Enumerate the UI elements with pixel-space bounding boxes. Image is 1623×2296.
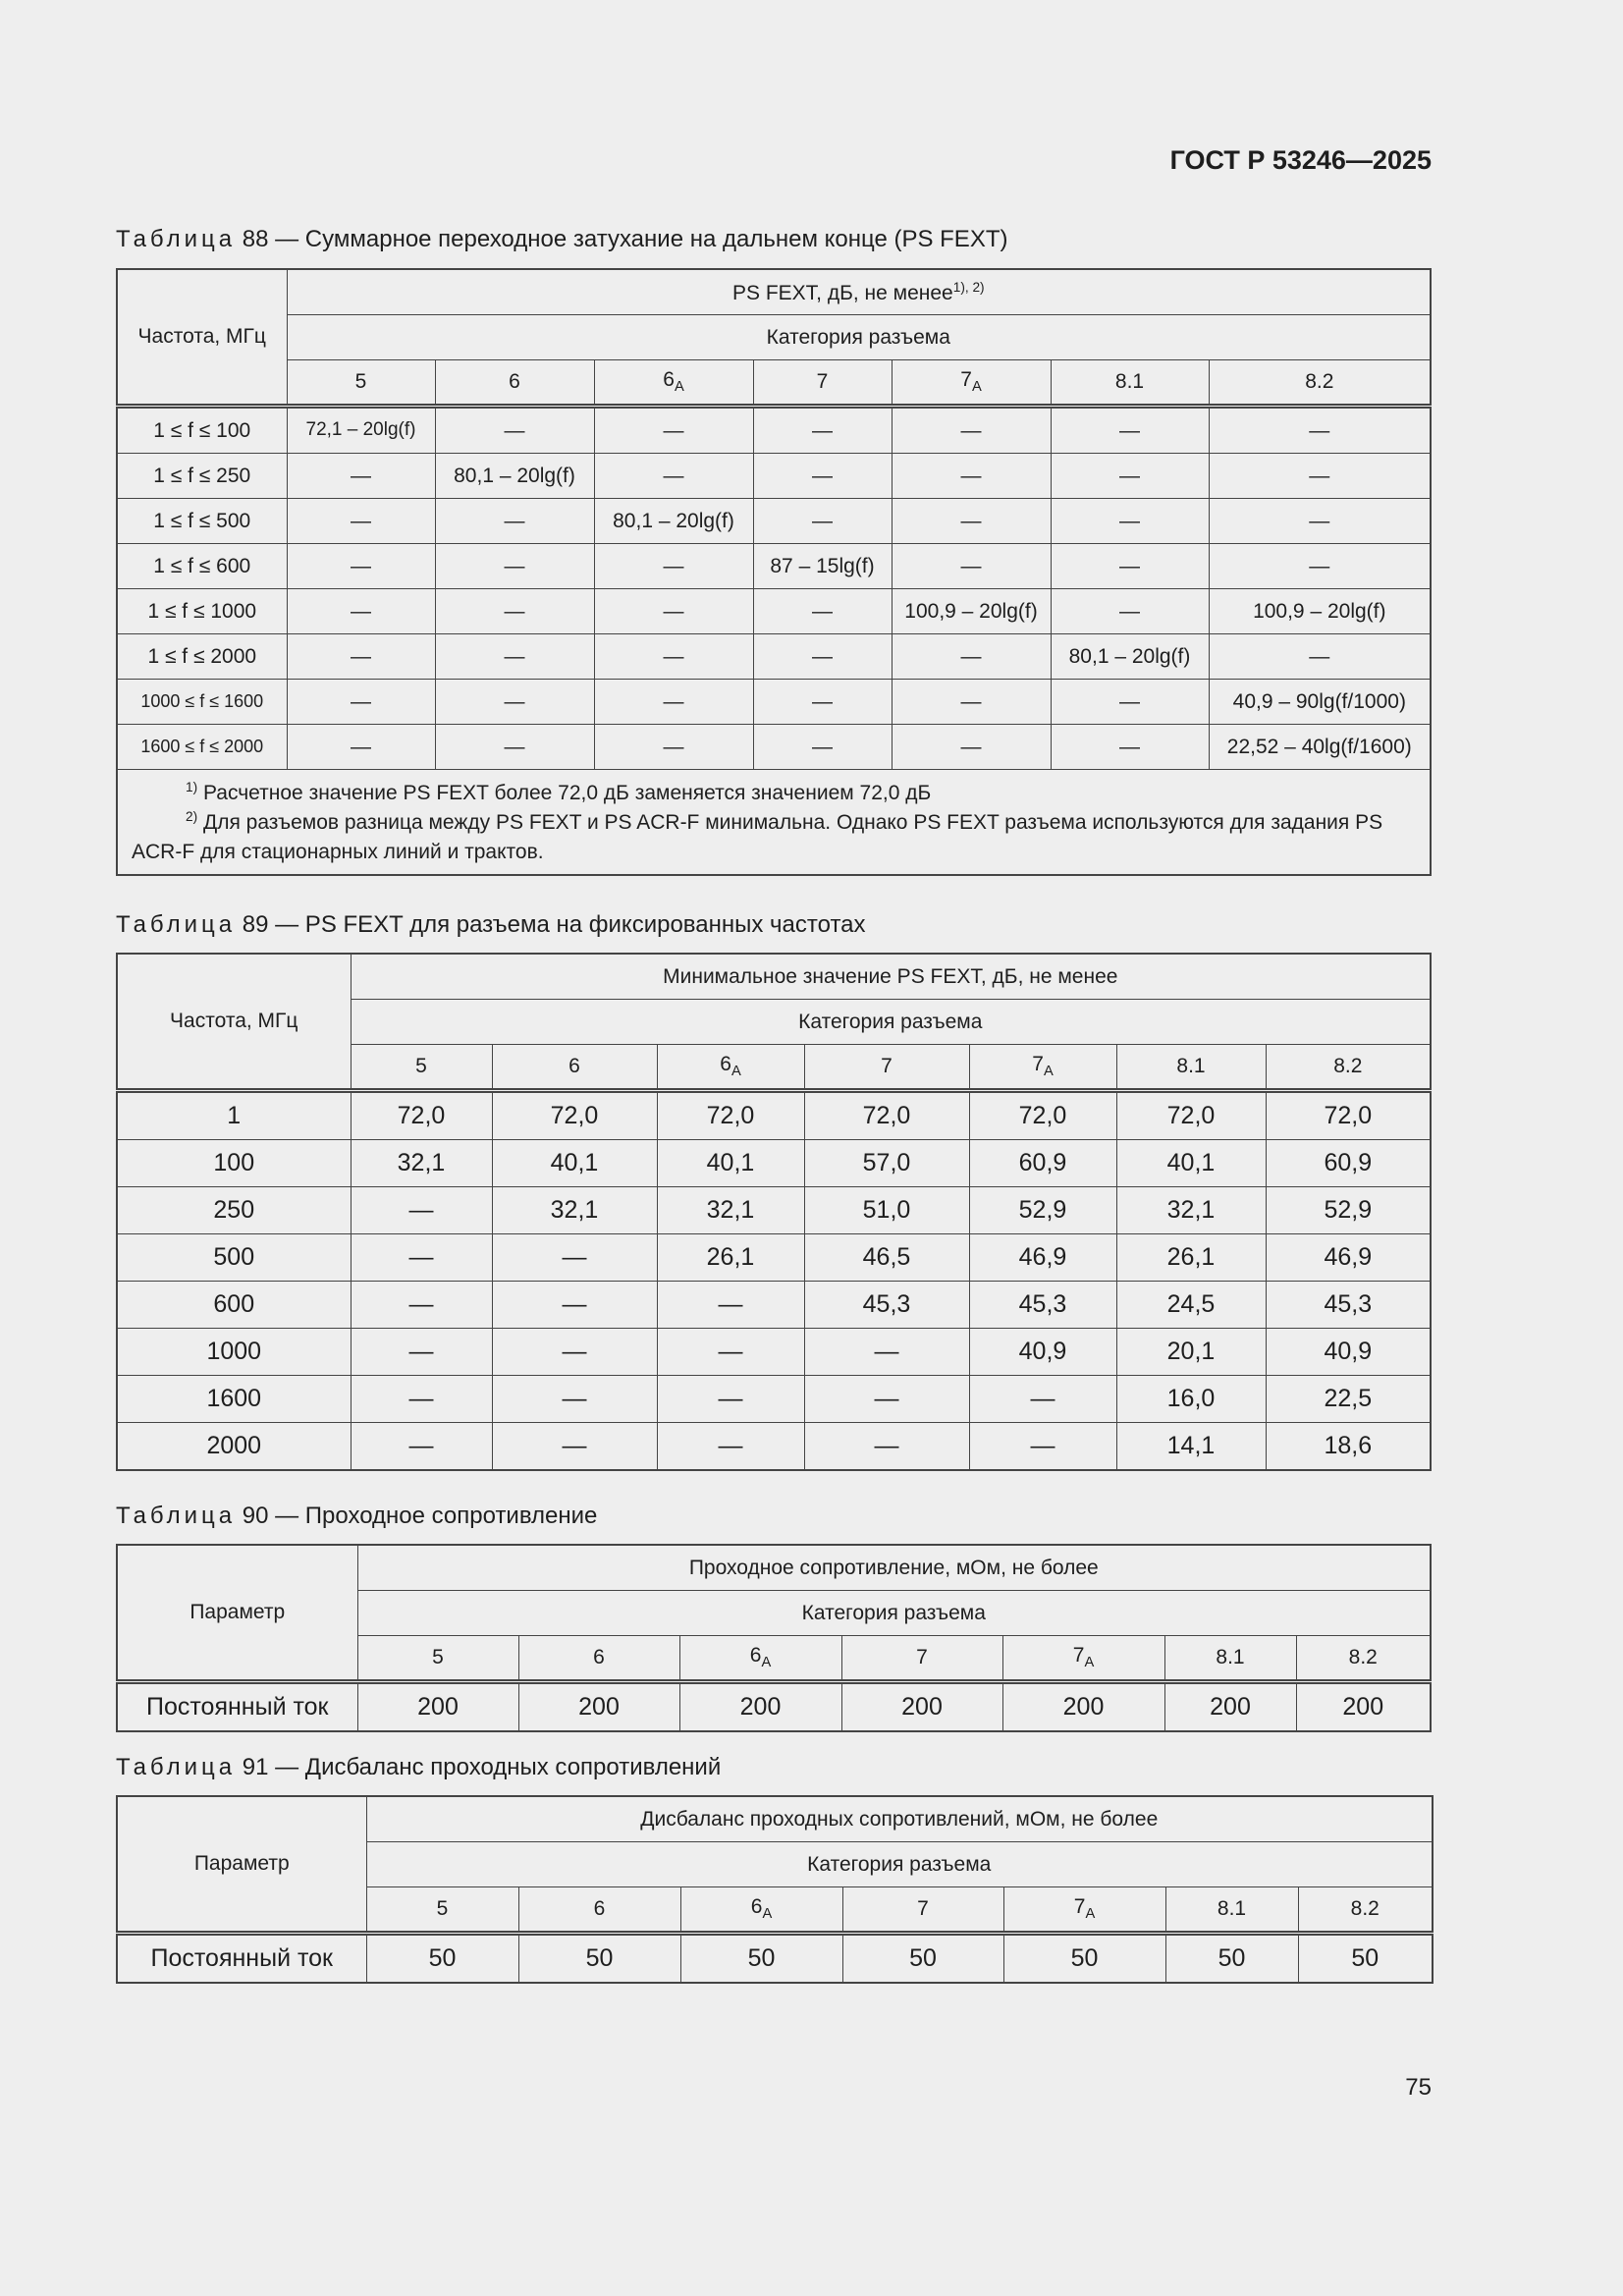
category-subscript: A [674, 379, 684, 396]
row-frequency: 1 ≤ f ≤ 600 [117, 544, 287, 589]
category-number: 8.2 [1350, 1897, 1380, 1921]
table-row [117, 589, 1431, 634]
category-header-cell [435, 360, 594, 407]
table-row [117, 499, 1431, 544]
note-mark: 1) [186, 780, 198, 794]
group-header: Минимальное значение PS FEXT, дБ, не менее [351, 954, 1431, 1000]
category-header-cell [1051, 360, 1209, 407]
note-mark: 2) [186, 809, 198, 825]
footnote-marks: 1), 2) [952, 279, 985, 295]
table-row [117, 1423, 1431, 1471]
cell-cat-6a: — [657, 1329, 804, 1376]
cell-cat-6a: — [594, 725, 753, 770]
category-number: 5 [415, 1055, 427, 1078]
cell-cat-6: 72,0 [492, 1091, 657, 1140]
cell-cat-8-2: 22,52 – 40lg(f/1600) [1209, 725, 1431, 770]
cell-cat-8-1: 26,1 [1116, 1234, 1266, 1282]
table-row [117, 1234, 1431, 1282]
table-row [117, 634, 1431, 680]
cell-cat-8-1: 40,1 [1116, 1140, 1266, 1187]
cell-cat-7: 51,0 [804, 1187, 969, 1234]
sub-header-category: Категория разъема [351, 1000, 1431, 1045]
category-number: 8.1 [1217, 1897, 1247, 1921]
table-row [117, 1091, 1431, 1140]
cell-cat-6: — [492, 1376, 657, 1423]
table-91 [116, 1795, 1434, 1984]
cell-cat-5: 32,1 [351, 1140, 492, 1187]
row-frequency: 1 ≤ f ≤ 2000 [117, 634, 287, 680]
cell-cat-8-2: — [1209, 407, 1431, 454]
cell-cat-8-2: — [1209, 634, 1431, 680]
cell-cat-7: 87 – 15lg(f) [753, 544, 892, 589]
cell-cat-6: 32,1 [492, 1187, 657, 1234]
category-header-cell [842, 1887, 1003, 1934]
category-header-cell [357, 1636, 518, 1682]
cell-cat-7a: — [969, 1376, 1116, 1423]
table-89 [116, 953, 1432, 1471]
row-frequency: 1 ≤ f ≤ 1000 [117, 589, 287, 634]
cell-cat-6a: — [657, 1423, 804, 1471]
cell-cat-6a: — [594, 454, 753, 499]
cell-cat-5: — [351, 1376, 492, 1423]
category-subscript: A [1043, 1064, 1054, 1080]
cell-cat-7a: 100,9 – 20lg(f) [892, 589, 1051, 634]
cell-cat-6: — [435, 680, 594, 725]
table-row [117, 1140, 1431, 1187]
table-90 [116, 1544, 1432, 1732]
cell-cat-7: 200 [841, 1682, 1002, 1732]
cell-cat-7: — [753, 454, 892, 499]
cell-cat-8-2: 200 [1296, 1682, 1431, 1732]
category-subscript: A [762, 1906, 773, 1923]
cell-cat-5: — [287, 680, 435, 725]
cell-cat-8-1: 80,1 – 20lg(f) [1051, 634, 1209, 680]
row-frequency: 1 ≤ f ≤ 100 [117, 407, 287, 454]
cell-cat-7: — [753, 589, 892, 634]
cell-cat-8-1: — [1051, 499, 1209, 544]
table-89-caption [116, 911, 866, 939]
group-header-text: PS FEXT, дБ, не менее [731, 281, 953, 304]
category-header-cell [1164, 1636, 1296, 1682]
cell-cat-7a: 40,9 [969, 1329, 1116, 1376]
table-row [117, 1329, 1431, 1376]
document-standard-number: ГОСТ Р 53246—2025 [1169, 145, 1432, 175]
cell-cat-7a: 50 [1003, 1934, 1165, 1984]
row-frequency: 2000 [117, 1423, 351, 1471]
table-row [117, 1934, 1433, 1984]
cell-cat-8-2: 22,5 [1266, 1376, 1431, 1423]
category-subscript: A [971, 379, 982, 396]
table-89-body [117, 1091, 1431, 1471]
cell-cat-5: 72,1 – 20lg(f) [287, 407, 435, 454]
category-header-cell [1002, 1636, 1164, 1682]
row-frequency: 1 ≤ f ≤ 500 [117, 499, 287, 544]
cell-cat-8-2: 46,9 [1266, 1234, 1431, 1282]
category-number: 6 [593, 1897, 606, 1921]
cell-cat-5: 72,0 [351, 1091, 492, 1140]
table-row [117, 1682, 1431, 1732]
cell-cat-6a: 200 [679, 1682, 841, 1732]
row-frequency: 500 [117, 1234, 351, 1282]
cell-cat-6a: — [594, 680, 753, 725]
cell-cat-6a: — [594, 589, 753, 634]
row-frequency: 250 [117, 1187, 351, 1234]
caption-label: Таблица [116, 226, 237, 252]
cell-cat-7a: 200 [1002, 1682, 1164, 1732]
cell-cat-8-1: — [1051, 454, 1209, 499]
category-header-cell [1116, 1045, 1266, 1091]
cell-cat-8-2: 40,9 [1266, 1329, 1431, 1376]
cell-cat-6: — [492, 1423, 657, 1471]
cell-cat-6: 40,1 [492, 1140, 657, 1187]
category-number: 6 [720, 1053, 731, 1076]
cell-cat-5: — [287, 454, 435, 499]
category-number: 7 [1032, 1053, 1044, 1076]
category-number: 7 [881, 1055, 893, 1078]
cell-cat-7: — [753, 725, 892, 770]
cell-cat-6: — [435, 499, 594, 544]
cell-cat-8-1: 20,1 [1116, 1329, 1266, 1376]
cell-cat-6: 80,1 – 20lg(f) [435, 454, 594, 499]
cell-cat-7a: — [892, 544, 1051, 589]
category-header-cell [804, 1045, 969, 1091]
cell-cat-6a: — [657, 1282, 804, 1329]
cell-cat-8-1: 32,1 [1116, 1187, 1266, 1234]
row-frequency: 1000 [117, 1329, 351, 1376]
category-header-cell [841, 1636, 1002, 1682]
table-row [117, 1376, 1431, 1423]
cell-cat-8-2: 72,0 [1266, 1091, 1431, 1140]
cell-cat-7: — [753, 499, 892, 544]
category-header-cell [287, 360, 435, 407]
sub-header-category: Категория разъема [366, 1842, 1433, 1887]
cell-cat-6a: — [657, 1376, 804, 1423]
category-number: 8.2 [1348, 1646, 1378, 1669]
cell-cat-8-1: — [1051, 407, 1209, 454]
cell-cat-7: — [753, 407, 892, 454]
cell-cat-8-2: 50 [1298, 1934, 1433, 1984]
category-number: 6 [750, 1895, 763, 1919]
row-parameter: Постоянный ток [117, 1934, 366, 1984]
note-text: Для разъемов разница между PS FEXT и PS ACR-F минимальна. Однако PS FEXT разъема используются для задания PS ACR-F для стационарных линий и трактов. [132, 811, 1383, 863]
cell-cat-8-2: — [1209, 454, 1431, 499]
row-frequency: 1600 [117, 1376, 351, 1423]
category-number: 5 [432, 1646, 444, 1669]
category-number: 8.2 [1333, 1055, 1363, 1078]
category-number: 7 [960, 368, 972, 392]
cell-cat-8-1: — [1051, 589, 1209, 634]
cell-cat-6: 200 [518, 1682, 679, 1732]
cell-cat-6: — [435, 589, 594, 634]
category-number: 6 [663, 368, 675, 392]
category-number: 5 [354, 370, 367, 394]
category-number: 6 [568, 1055, 580, 1078]
table-row [117, 454, 1431, 499]
caption-text: 89 — PS FEXT для разъема на фиксированных частотах [236, 911, 866, 938]
cell-cat-6a: 80,1 – 20lg(f) [594, 499, 753, 544]
caption-text: 88 — Суммарное переходное затухание на дальнем конце (PS FEXT) [236, 226, 1008, 252]
cell-cat-8-1: 200 [1164, 1682, 1296, 1732]
group-header: Дисбаланс проходных сопротивлений, мОм, не более [366, 1796, 1433, 1842]
cell-cat-7a: 45,3 [969, 1282, 1116, 1329]
category-number: 7 [1073, 1895, 1086, 1919]
cell-cat-8-2: — [1209, 544, 1431, 589]
cell-cat-6: — [435, 725, 594, 770]
cell-cat-5: — [287, 725, 435, 770]
category-subscript: A [761, 1655, 772, 1671]
cell-cat-5: — [351, 1282, 492, 1329]
cell-cat-8-1: — [1051, 544, 1209, 589]
cell-cat-7a: 72,0 [969, 1091, 1116, 1140]
col-header-frequency: Частота, МГц [117, 269, 287, 407]
category-header-cell [680, 1887, 842, 1934]
cell-cat-7: — [804, 1329, 969, 1376]
note-text: Расчетное значение PS FEXT более 72,0 дБ заменяется значением 72,0 дБ [202, 782, 932, 804]
category-header-cell [351, 1045, 492, 1091]
cell-cat-6a: 40,1 [657, 1140, 804, 1187]
table-88-caption [116, 226, 1007, 253]
category-number: 6 [509, 370, 520, 394]
cell-cat-8-2: 60,9 [1266, 1140, 1431, 1187]
category-header-cell [366, 1887, 518, 1934]
cell-cat-8-2: 40,9 – 90lg(f/1000) [1209, 680, 1431, 725]
category-subscript: A [730, 1064, 741, 1080]
category-number: 8.1 [1216, 1646, 1245, 1669]
caption-text: 91 — Дисбаланс проходных сопротивлений [236, 1754, 722, 1780]
category-header-cell [492, 1045, 657, 1091]
category-header-cell [1266, 1045, 1431, 1091]
category-header-cell [657, 1045, 804, 1091]
cell-cat-7: 46,5 [804, 1234, 969, 1282]
cell-cat-7a: 52,9 [969, 1187, 1116, 1234]
cell-cat-8-1: 24,5 [1116, 1282, 1266, 1329]
category-header-cell [1003, 1887, 1165, 1934]
table-88-notes [117, 770, 1431, 876]
cell-cat-7a: — [892, 725, 1051, 770]
cell-cat-8-1: 50 [1165, 1934, 1298, 1984]
cell-cat-8-2: — [1209, 499, 1431, 544]
cell-cat-5: — [351, 1187, 492, 1234]
category-header-cell [1296, 1636, 1431, 1682]
cell-cat-6a: 50 [680, 1934, 842, 1984]
group-header: Проходное сопротивление, мОм, не более [357, 1545, 1431, 1591]
cell-cat-6a: 72,0 [657, 1091, 804, 1140]
cell-cat-7a: — [892, 499, 1051, 544]
cell-cat-6: — [492, 1282, 657, 1329]
category-header-cell [518, 1636, 679, 1682]
category-number: 7 [917, 1897, 929, 1921]
cell-cat-6a: 32,1 [657, 1187, 804, 1234]
category-header-cell [753, 360, 892, 407]
cell-cat-5: — [351, 1423, 492, 1471]
category-subscript: A [1084, 1655, 1095, 1671]
table-row [117, 544, 1431, 589]
category-header-cell [518, 1887, 680, 1934]
page-number: 75 [1405, 2074, 1432, 2101]
cell-cat-8-1: 72,0 [1116, 1091, 1266, 1140]
cell-cat-6: — [435, 544, 594, 589]
cell-cat-6: — [492, 1329, 657, 1376]
category-number: 8.2 [1305, 370, 1334, 394]
cell-cat-7: — [753, 680, 892, 725]
cell-cat-7a: — [969, 1423, 1116, 1471]
category-header-cell [969, 1045, 1116, 1091]
row-parameter: Постоянный ток [117, 1682, 357, 1732]
category-header-cell [679, 1636, 841, 1682]
cell-cat-8-1: — [1051, 725, 1209, 770]
col-header-parameter: Параметр [117, 1545, 357, 1682]
category-header-cell [892, 360, 1051, 407]
cell-cat-6: — [435, 634, 594, 680]
cell-cat-5: — [287, 589, 435, 634]
cell-cat-7: — [804, 1423, 969, 1471]
cell-cat-6: — [492, 1234, 657, 1282]
row-frequency: 1000 ≤ f ≤ 1600 [117, 680, 287, 725]
table-row [117, 1187, 1431, 1234]
table-88-body [117, 407, 1431, 770]
cell-cat-6: — [435, 407, 594, 454]
category-number: 8.1 [1114, 370, 1145, 394]
cell-cat-7: 57,0 [804, 1140, 969, 1187]
category-subscript: A [1085, 1906, 1096, 1923]
category-number: 7 [1072, 1644, 1085, 1667]
cell-cat-7: — [804, 1376, 969, 1423]
row-frequency: 1 [117, 1091, 351, 1140]
table-row [117, 1282, 1431, 1329]
cell-cat-5: — [287, 499, 435, 544]
cell-cat-8-2: 18,6 [1266, 1423, 1431, 1471]
cell-cat-8-2: 45,3 [1266, 1282, 1431, 1329]
category-number: 6 [749, 1644, 762, 1667]
cell-cat-5: — [287, 544, 435, 589]
category-number: 8.1 [1176, 1055, 1206, 1078]
table-row [117, 680, 1431, 725]
category-number: 5 [436, 1897, 449, 1921]
cell-cat-7a: 46,9 [969, 1234, 1116, 1282]
table-row [117, 725, 1431, 770]
cell-cat-7a: — [892, 680, 1051, 725]
caption-label: Таблица [116, 1503, 237, 1529]
table-88 [116, 268, 1432, 876]
category-header-row [117, 360, 1431, 407]
cell-cat-6a: — [594, 407, 753, 454]
cell-cat-5: 200 [357, 1682, 518, 1732]
row-frequency: 600 [117, 1282, 351, 1329]
note-2 [132, 807, 1418, 866]
cell-cat-7a: — [892, 454, 1051, 499]
cell-cat-8-2: 100,9 – 20lg(f) [1209, 589, 1431, 634]
note-1 [132, 778, 1418, 807]
row-frequency: 1 ≤ f ≤ 250 [117, 454, 287, 499]
caption-label: Таблица [116, 911, 237, 938]
sub-header-category: Категория разъема [357, 1591, 1431, 1636]
caption-label: Таблица [116, 1754, 237, 1780]
col-header-frequency: Частота, МГц [117, 954, 351, 1091]
cell-cat-6a: — [594, 634, 753, 680]
category-header-cell [1165, 1887, 1298, 1934]
cell-cat-6: 50 [518, 1934, 680, 1984]
table-91-caption [116, 1754, 721, 1781]
cell-cat-8-1: 16,0 [1116, 1376, 1266, 1423]
table-90-caption [116, 1503, 597, 1530]
cell-cat-5: — [351, 1234, 492, 1282]
table-row [117, 407, 1431, 454]
sub-header-category: Категория разъема [287, 315, 1431, 360]
cell-cat-7: 50 [842, 1934, 1003, 1984]
category-header-cell [1209, 360, 1431, 407]
cell-cat-6a: — [594, 544, 753, 589]
cell-cat-7a: — [892, 407, 1051, 454]
cell-cat-5: 50 [366, 1934, 518, 1984]
category-header-cell [1298, 1887, 1433, 1934]
cell-cat-8-1: 14,1 [1116, 1423, 1266, 1471]
caption-text: 90 — Проходное сопротивление [236, 1503, 598, 1529]
row-frequency: 1600 ≤ f ≤ 2000 [117, 725, 287, 770]
cell-cat-8-1: — [1051, 680, 1209, 725]
col-header-parameter: Параметр [117, 1796, 366, 1934]
row-frequency: 100 [117, 1140, 351, 1187]
cell-cat-5: — [351, 1329, 492, 1376]
group-header [287, 269, 1431, 315]
cell-cat-5: — [287, 634, 435, 680]
cell-cat-7a: — [892, 634, 1051, 680]
cell-cat-8-2: 52,9 [1266, 1187, 1431, 1234]
category-number: 7 [916, 1646, 928, 1669]
cell-cat-6a: 26,1 [657, 1234, 804, 1282]
cell-cat-7: — [753, 634, 892, 680]
category-number: 6 [593, 1646, 605, 1669]
cell-cat-7: 45,3 [804, 1282, 969, 1329]
cell-cat-7a: 60,9 [969, 1140, 1116, 1187]
cell-cat-7: 72,0 [804, 1091, 969, 1140]
category-header-cell [594, 360, 753, 407]
category-number: 7 [816, 370, 829, 394]
